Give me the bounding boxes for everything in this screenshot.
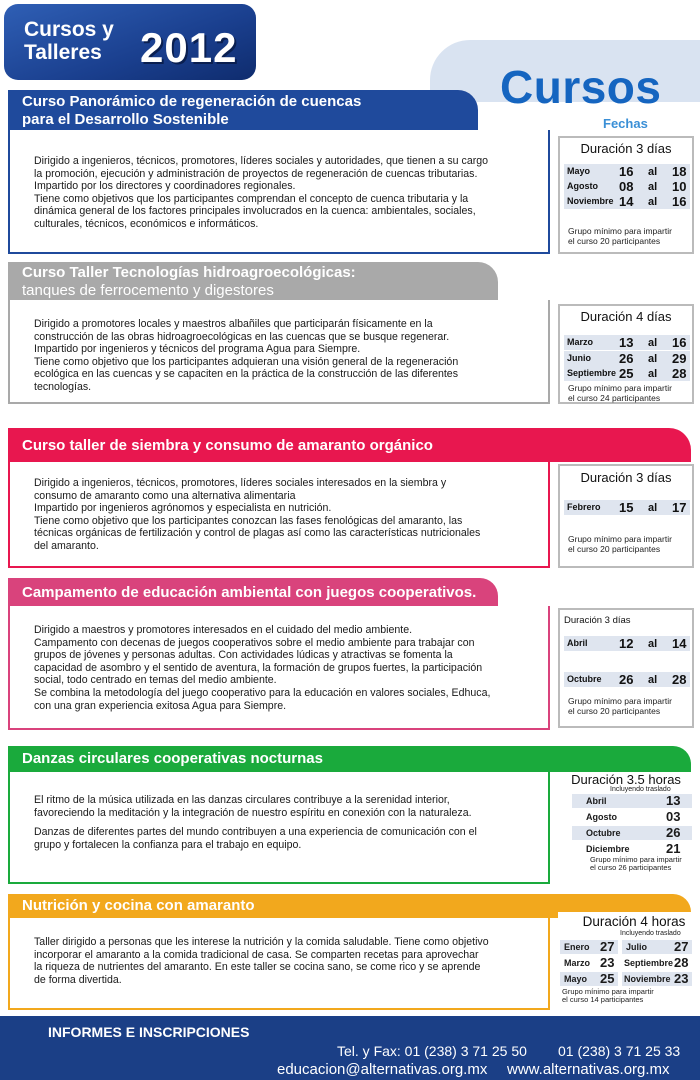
course-5-date-row: Agosto 03 [572,810,692,824]
course-6-date-row: Septiembre 28 [622,956,692,970]
course-3-box [8,462,550,568]
course-6-schedule [558,912,694,1010]
course-2-title: Curso Taller Tecnologías hidroagroecológicas: [22,264,356,281]
course-5-title: Danzas circulares cooperativas nocturnas [22,750,323,767]
footer-phone: Tel. y Fax: 01 (238) 3 71 25 50 [337,1043,527,1059]
course-5-schedule [558,772,694,876]
course-1-date-row: Noviembre 14 al 16 [564,194,690,209]
course-3-duration: Duración 3 días [580,470,672,485]
course-5-date-row: Abril 13 [572,794,692,808]
course-4-schedule [558,608,694,728]
course-2-description: Dirigido a promotores locales y maestros albañiles que participarán físicamente en la construcción de las obras hidroagroecológicas en las cuencas que se busque regenerar. Impartido por ingenieros y técnicos del programa Agua para Siempre. Tiene como objetivo que los participantes adquieran una visión general de la regeneración ecológica en las cuencas y se capaciten en la práctica de la construcción de las diferentes tecnologías. [34,318,459,393]
course-3-schedule [558,464,694,568]
course-1-date-row: Mayo 16 al 18 [564,164,690,179]
course-1-duration: Duración 3 días [580,141,672,156]
course-1-title-bar [8,90,478,130]
course-6-subnote: Incluyendo traslado [620,930,681,937]
course-2-title-bar [8,262,498,300]
course-5-duration: Duración 3.5 horas [571,772,681,787]
course-5-title-bar [8,746,691,772]
course-4-description: Dirigido a maestros y promotores interesados en el cuidado del medio ambiente. Campamento con decenas de juegos cooperativos sobre el medio ambiente para trabajar con grupos de jóvenes y personas adultas. Con actividades lúdicas y atractivas se fomenta la capacidad de asombro y el sentido de aventura, la formación de grupos fuertes, la participación social, todo centrado en temas del medio ambiente. Se combina la metodología del juego cooperativo para la educación en valores sociales, Edhuca, con una gran experiencia exitosa Agua para Siempre. [34,624,491,712]
header-logo [4,4,256,80]
course-2-date-row: Septiembre 25 al 28 [564,366,690,381]
course-2-date-row: Junio 26 al 29 [564,351,690,366]
course-5-description: El ritmo de la música utilizada en las danzas circulares contribuye a la serenidad interior, favoreciendo la meditación y la integración de nuestro espíritu en conexión con la naturaleza. Danzas de diferentes partes del mundo contribuyen a una experiencia de comunicación con el grupo y fortalecen la confianza para el trabajo en equipo. [34,794,477,851]
footer-info-heading: INFORMES E INSCRIPCIONES [48,1024,250,1040]
course-2-note: Grupo mínimo para impartir el curso 24 participantes [568,383,672,403]
course-6-date-row: Julio 27 [622,940,692,954]
course-3-title: Curso taller de siembra y consumo de amaranto orgánico [22,437,433,454]
course-6-box [8,918,550,1010]
course-1-box [8,130,550,254]
course-5-date-row: Octubre 26 [572,826,692,840]
footer-website-link[interactable]: www.alternativas.org.mx [507,1061,670,1078]
header-title [24,18,114,64]
course-3-title-bar [8,428,691,462]
course-6-note: Grupo mínimo para impartir el curso 14 participantes [562,987,654,1004]
course-4-date-row: Abril 12 al 14 [564,636,690,651]
course-5-subnote: Incluyendo traslado [610,786,671,793]
course-2-subtitle: tanques de ferrocemento y digestores [22,282,274,299]
course-5-note: Grupo mínimo para impartir el curso 26 participantes [590,855,682,872]
course-4-date-row: Octubre 26 al 28 [564,672,690,687]
course-4-title: Campamento de educación ambiental con juegos cooperativos. [22,584,477,601]
course-4-box [8,606,550,730]
section-title: Cursos [500,61,662,113]
course-6-date-row: Marzo 23 [560,956,618,970]
course-1-date-row: Agosto 08 al 10 [564,179,690,194]
footer-phone-2: 01 (238) 3 71 25 33 [558,1043,681,1059]
footer-email-link[interactable]: educacion@alternativas.org.mx [277,1061,488,1078]
course-6-duration: Duración 4 horas [582,914,686,929]
course-6-date-row: Enero 27 [560,940,618,954]
course-2-box [8,300,550,404]
course-3-description: Dirigido a ingenieros, técnicos, promotores, líderes sociales interesados en la siembra y consumo de amaranto como una alternativa alimentaria Impartido por ingenieros agrónomos y especialista en nutrición. Tiene como objetivo que los participantes conozcan las fases fenológicas del amaranto, las técnicas orgánicas de fertilización y control de plagas así como las características nutricionales del amaranto. [34,477,481,552]
course-5-box [8,772,550,884]
course-4-duration: Duración 3 días [564,615,631,626]
footer [0,1016,700,1080]
header-line2: Talleres [24,41,102,64]
course-2-duration: Duración 4 días [580,309,672,324]
course-6-date-row: Noviembre 23 [622,972,692,986]
course-1-schedule [558,136,694,254]
course-6-description: Taller dirigido a personas que les interese la nutrición y la comida saludable. Tiene como objetivo incorporar el amaranto a la comida tradicional de casa. Se comparten recetas para aprovechar la riqueza de nutrientes del amaranto. En este taller se cocina sano, se come rico y se aprende de forma divertida. [34,936,489,986]
course-2-date-row: Marzo 13 al 16 [564,335,690,350]
course-4-note: Grupo mínimo para impartir el curso 20 participantes [568,696,672,716]
course-1-description: Dirigido a ingenieros, técnicos, promotores, líderes sociales y autoridades, que tienen a su cargo la promoción, ejecución y administración de proyectos de regeneración de cuencas tributarias. Impartido por los directores y coordinadores regionales. Tiene como objetivos que los participantes comprendan el concepto de cuenca tributaria y la dinámica general de los factores principales involucrados en la cuenca: ambientales, sociales, culturales, técnicos, económicos e informáticos. [34,155,489,230]
course-6-date-row: Mayo 25 [560,972,618,986]
dates-label: Fechas [603,116,648,131]
course-3-date-row: Febrero 15 al 17 [564,500,690,515]
course-1-note: Grupo mínimo para impartir el curso 20 participantes [568,226,672,246]
course-3-note: Grupo mínimo para impartir el curso 20 participantes [568,534,672,554]
header-year: 2012 [140,24,238,71]
course-4-title-bar [8,578,498,606]
course-5-date-row: Diciembre 21 [572,842,692,856]
header-line1: Cursos y [24,18,114,41]
course-1-subtitle: para el Desarrollo Sostenible [22,111,229,128]
course-1-title: Curso Panorámico de regeneración de cuencas [22,93,362,110]
course-2-schedule [558,304,694,404]
course-6-title: Nutrición y cocina con amaranto [22,897,255,914]
